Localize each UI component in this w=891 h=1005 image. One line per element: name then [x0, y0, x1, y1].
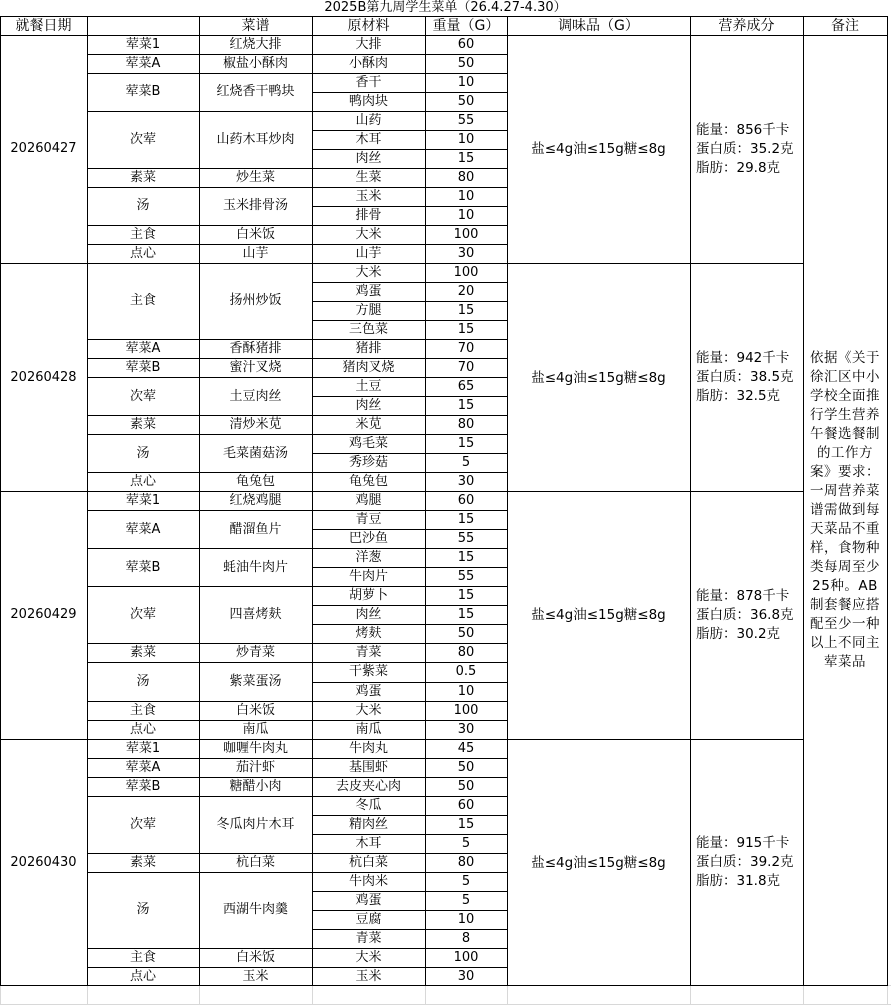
ingredient-cell[interactable]: 南瓜 [355, 721, 382, 737]
weight-cell[interactable]: 0.5 [455, 664, 477, 680]
category-cell[interactable]: 主食 [129, 226, 156, 242]
ingredient-cell[interactable]: 山芋 [355, 245, 382, 261]
dish-divider [87, 244, 508, 245]
ingredient-cell[interactable]: 干紫菜 [348, 664, 388, 680]
weight-cell[interactable]: 10 [457, 131, 475, 147]
dish-divider [87, 434, 508, 435]
ingredient-cell[interactable]: 鸭肉块 [348, 93, 388, 109]
ingredient-divider [312, 320, 508, 321]
ingredient-divider [312, 149, 508, 150]
category-cell[interactable]: 汤 [136, 445, 150, 461]
weight-cell[interactable]: 65 [457, 379, 475, 395]
weight-cell[interactable]: 100 [453, 226, 479, 242]
weight-cell[interactable]: 80 [457, 854, 475, 870]
ingredient-cell[interactable]: 冬瓜 [355, 797, 382, 813]
weight-cell[interactable]: 70 [457, 360, 475, 375]
nutrition-line: 蛋白质：35.2克 [696, 140, 794, 157]
nutrition-line: 能量：942千卡 [696, 350, 790, 367]
weight-cell[interactable]: 50 [457, 759, 475, 775]
weight-cell[interactable]: 15 [457, 512, 475, 528]
ingredient-cell[interactable]: 鸡蛋 [355, 283, 382, 299]
weight-cell[interactable]: 15 [457, 150, 475, 166]
category-cell[interactable]: 次荤 [129, 607, 156, 623]
ingredient-cell[interactable]: 大排 [355, 36, 382, 52]
ingredient-cell[interactable]: 生菜 [355, 169, 382, 185]
weight-cell[interactable]: 60 [457, 36, 475, 52]
column-border [887, 16, 888, 986]
weight-cell[interactable]: 15 [457, 550, 475, 566]
header-weight[interactable]: 重量（G） [432, 17, 500, 34]
weight-cell[interactable]: 30 [457, 968, 475, 984]
sheet-gridline [507, 985, 508, 1005]
column-border [803, 16, 804, 986]
weight-cell[interactable]: 50 [457, 778, 475, 794]
weight-cell[interactable]: 5 [461, 873, 471, 889]
dish-name-cell[interactable]: 蚝油牛肉片 [222, 559, 288, 575]
ingredient-cell[interactable]: 大米 [355, 264, 382, 280]
day-divider [0, 263, 804, 264]
ingredient-divider [312, 682, 508, 683]
ingredient-cell[interactable]: 精肉丝 [348, 816, 388, 832]
dish-divider [87, 358, 508, 359]
weight-cell[interactable]: 70 [457, 340, 475, 356]
ingredient-cell[interactable]: 肉丝 [355, 607, 382, 623]
category-cell[interactable]: 汤 [136, 198, 150, 214]
category-cell[interactable]: 荤菜1 [125, 740, 161, 756]
sheet-gridline [690, 985, 691, 1005]
ingredient-cell[interactable]: 肉丝 [355, 398, 382, 414]
dish-divider [87, 967, 508, 968]
ingredient-cell[interactable]: 土豆 [355, 379, 382, 395]
ingredient-divider [312, 929, 508, 930]
weight-cell[interactable]: 5 [461, 455, 471, 471]
weight-cell[interactable]: 45 [457, 740, 475, 756]
seasoning-cell[interactable]: 盐≤4g油≤15g糖≤8g [531, 854, 666, 871]
column-border [199, 16, 200, 986]
weight-cell[interactable]: 80 [457, 417, 475, 433]
ingredient-cell[interactable]: 玉米 [355, 188, 382, 204]
ingredient-divider [312, 206, 508, 207]
dish-name-cell[interactable]: 蜜汁叉烧 [229, 360, 282, 375]
dish-name-cell[interactable]: 龟兔包 [235, 474, 275, 490]
table-bottom-border [0, 985, 888, 986]
ingredient-cell[interactable]: 牛肉丸 [348, 740, 388, 756]
category-cell[interactable]: 荤菜B [125, 84, 161, 100]
dish-name-cell[interactable]: 糖醋小肉 [229, 778, 282, 794]
day-divider [0, 739, 804, 740]
dish-divider [87, 758, 508, 759]
ingredient-divider [312, 910, 508, 911]
column-border [507, 16, 508, 986]
ingredient-cell[interactable]: 木耳 [355, 835, 382, 851]
nutrition-line: 脂肪：30.2克 [696, 625, 781, 642]
ingredient-cell[interactable]: 青菜 [355, 930, 382, 946]
weight-cell[interactable]: 15 [457, 436, 475, 452]
weight-cell[interactable]: 10 [457, 911, 475, 927]
weight-cell[interactable]: 30 [457, 721, 475, 737]
ingredient-cell[interactable]: 方腿 [355, 302, 382, 318]
ingredient-cell[interactable]: 巴沙鱼 [348, 531, 388, 547]
ingredient-cell[interactable]: 青菜 [355, 645, 382, 661]
dish-name-cell[interactable]: 冬瓜肉片木耳 [216, 816, 295, 832]
dish-divider [87, 701, 508, 702]
ingredient-cell[interactable]: 大米 [355, 949, 382, 965]
weight-cell[interactable]: 60 [457, 493, 475, 509]
sheet-gridline [312, 985, 313, 1005]
ingredient-cell[interactable]: 鸡蛋 [355, 892, 382, 908]
nutrition-line: 蛋白质：36.8克 [696, 606, 794, 623]
ingredient-cell[interactable]: 牛肉片 [348, 569, 388, 585]
ingredient-cell[interactable]: 牛肉米 [348, 873, 388, 889]
category-cell[interactable]: 汤 [136, 902, 150, 918]
weight-cell[interactable]: 8 [461, 930, 471, 946]
category-cell[interactable]: 素菜 [129, 169, 156, 185]
weight-cell[interactable]: 15 [457, 321, 475, 337]
ingredient-cell[interactable]: 去皮夹心肉 [335, 778, 401, 794]
weight-cell[interactable]: 55 [457, 569, 475, 585]
column-border [425, 16, 426, 986]
ingredient-cell[interactable]: 杭白菜 [348, 854, 388, 870]
nutrition-line: 脂肪：29.8克 [696, 159, 781, 176]
seasoning-cell[interactable]: 盐≤4g油≤15g糖≤8g [531, 607, 666, 624]
dish-divider [87, 796, 508, 797]
sheet-gridline [803, 985, 804, 1005]
column-border [312, 16, 313, 986]
date-cell[interactable]: 20260429 [10, 607, 77, 623]
ingredient-divider [312, 130, 508, 131]
dish-name-cell[interactable]: 咖喱牛肉丸 [222, 740, 288, 756]
dish-divider [87, 339, 508, 340]
category-cell[interactable]: 主食 [129, 949, 156, 965]
ingredient-divider [312, 453, 508, 454]
ingredient-cell[interactable]: 胡萝卜 [348, 588, 388, 604]
ingredient-divider [312, 396, 508, 397]
nutrition-line: 脂肪：31.8克 [696, 873, 781, 890]
weight-cell[interactable]: 10 [457, 188, 475, 204]
ingredient-cell[interactable]: 肉丝 [355, 150, 382, 166]
weight-cell[interactable]: 50 [457, 93, 475, 109]
seasoning-cell[interactable]: 盐≤4g油≤15g糖≤8g [531, 141, 666, 158]
ingredient-cell[interactable]: 玉米 [355, 968, 382, 984]
day-divider [0, 491, 804, 492]
ingredient-cell[interactable]: 基围虾 [348, 759, 388, 775]
header-nutrition[interactable]: 营养成分 [718, 17, 775, 34]
ingredient-cell[interactable]: 猪排 [355, 340, 382, 356]
dish-divider [87, 872, 508, 873]
dish-name-cell[interactable]: 南瓜 [242, 721, 269, 737]
weight-cell[interactable]: 5 [461, 892, 471, 908]
weight-cell[interactable]: 60 [457, 797, 475, 813]
category-cell[interactable]: 荤菜A [125, 55, 161, 71]
ingredient-cell[interactable]: 大米 [355, 702, 382, 718]
weight-cell[interactable]: 15 [457, 607, 475, 623]
date-cell[interactable]: 20260430 [10, 854, 77, 870]
weight-cell[interactable]: 100 [453, 264, 479, 280]
category-cell[interactable]: 荤菜A [125, 340, 161, 356]
dish-name-cell[interactable]: 山药木耳炒肉 [216, 131, 295, 147]
ingredient-cell[interactable]: 三色菜 [348, 321, 388, 337]
dish-name-cell[interactable]: 山芋 [242, 245, 269, 261]
dish-divider [87, 111, 508, 112]
category-cell[interactable]: 荤菜A [125, 521, 161, 537]
nutrition-cell[interactable] [690, 263, 803, 491]
dish-divider [87, 948, 508, 949]
ingredient-divider [312, 624, 508, 625]
seasoning-cell[interactable]: 盐≤4g油≤15g糖≤8g [531, 369, 666, 386]
dish-divider [87, 225, 508, 226]
dish-name-cell[interactable]: 醋溜鱼片 [229, 521, 282, 537]
category-cell[interactable]: 荤菜B [125, 778, 161, 794]
nutrition-line: 能量：856千卡 [696, 121, 790, 138]
category-cell[interactable]: 主食 [129, 293, 156, 309]
weight-cell[interactable]: 15 [457, 588, 475, 604]
ingredient-divider [312, 529, 508, 530]
category-cell[interactable]: 荤菜B [125, 360, 161, 375]
category-cell[interactable]: 荤菜1 [125, 493, 161, 509]
dish-name-cell[interactable]: 白米饭 [235, 949, 275, 965]
dish-name-cell[interactable]: 西湖牛肉羹 [222, 902, 288, 918]
ingredient-cell[interactable]: 龟兔包 [348, 474, 388, 490]
weight-cell[interactable]: 20 [457, 283, 475, 299]
dish-divider [87, 510, 508, 511]
ingredient-cell[interactable]: 猪肉叉烧 [342, 360, 395, 375]
weight-cell[interactable]: 80 [457, 169, 475, 185]
ingredient-cell[interactable]: 山药 [355, 112, 382, 128]
sheet-gridline [887, 985, 888, 1005]
header-ingredient[interactable]: 原材料 [347, 17, 390, 34]
weight-cell[interactable]: 50 [457, 55, 475, 71]
category-cell[interactable]: 点心 [129, 245, 156, 261]
dish-name-cell[interactable]: 茄汁虾 [235, 759, 275, 775]
category-cell[interactable]: 主食 [129, 702, 156, 718]
weight-cell[interactable]: 50 [457, 626, 475, 642]
dish-divider [87, 548, 508, 549]
weight-cell[interactable]: 80 [457, 645, 475, 661]
nutrition-line: 蛋白质：38.5克 [696, 369, 794, 386]
dish-name-cell[interactable]: 玉米 [242, 968, 269, 984]
weight-cell[interactable]: 15 [457, 302, 475, 318]
category-cell[interactable]: 素菜 [129, 645, 156, 661]
header-seasoning[interactable]: 调味品（G） [558, 17, 639, 34]
sheet-title[interactable]: 2025B第九周学生菜单（26.4.27-4.30） [324, 0, 567, 15]
dish-divider [87, 54, 508, 55]
dish-divider [87, 415, 508, 416]
weight-cell[interactable]: 10 [457, 207, 475, 223]
ingredient-cell[interactable]: 米苋 [355, 417, 382, 433]
weight-cell[interactable]: 30 [457, 474, 475, 490]
weight-cell[interactable]: 100 [453, 702, 479, 718]
column-border [0, 16, 1, 986]
column-border [690, 16, 691, 986]
ingredient-divider [312, 891, 508, 892]
dish-divider [87, 777, 508, 778]
weight-cell[interactable]: 30 [457, 245, 475, 261]
weight-cell[interactable]: 10 [457, 683, 475, 699]
ingredient-cell[interactable]: 香干 [355, 74, 382, 90]
weight-cell[interactable]: 15 [457, 816, 475, 832]
dish-name-cell[interactable]: 白米饭 [235, 226, 275, 242]
dish-name-cell[interactable]: 毛菜菌菇汤 [222, 445, 288, 461]
category-cell[interactable]: 点心 [129, 968, 156, 984]
ingredient-divider [312, 567, 508, 568]
dish-name-cell[interactable]: 红烧鸡腿 [229, 493, 282, 509]
category-cell[interactable]: 次荤 [129, 388, 156, 404]
dish-name-cell[interactable]: 扬州炒饭 [229, 293, 282, 309]
dish-divider [87, 73, 508, 74]
column-border [87, 16, 88, 986]
nutrition-cell[interactable] [690, 492, 803, 739]
weight-cell[interactable]: 10 [457, 74, 475, 90]
category-cell[interactable]: 次荤 [129, 131, 156, 147]
category-cell[interactable]: 点心 [129, 474, 156, 490]
nutrition-cell[interactable] [690, 35, 803, 263]
dish-divider [87, 720, 508, 721]
dish-name-cell[interactable]: 炒生菜 [235, 169, 275, 185]
nutrition-line: 能量：915千卡 [696, 835, 790, 852]
ingredient-divider [312, 282, 508, 283]
header-dish[interactable]: 菜谱 [241, 17, 270, 34]
nutrition-cell[interactable] [690, 739, 803, 986]
category-cell[interactable]: 素菜 [129, 854, 156, 870]
dish-name-cell[interactable]: 炒青菜 [235, 645, 275, 661]
dish-divider [87, 586, 508, 587]
ingredient-cell[interactable]: 大米 [355, 226, 382, 242]
ingredient-cell[interactable]: 青豆 [355, 512, 382, 528]
ingredient-cell[interactable]: 鸡毛菜 [348, 436, 388, 452]
ingredient-divider [312, 834, 508, 835]
nutrition-line: 蛋白质：39.2克 [696, 854, 794, 871]
dish-name-cell[interactable]: 土豆肉丝 [229, 388, 282, 404]
category-cell[interactable]: 荤菜1 [125, 36, 161, 52]
category-cell[interactable]: 荤菜B [125, 559, 161, 575]
date-cell[interactable]: 20260427 [10, 141, 77, 157]
nutrition-line: 脂肪：32.5克 [696, 388, 781, 405]
weight-cell[interactable]: 100 [453, 949, 479, 965]
weight-cell[interactable]: 55 [457, 112, 475, 128]
category-cell[interactable]: 点心 [129, 721, 156, 737]
dish-name-cell[interactable]: 清炒米苋 [229, 417, 282, 433]
ingredient-divider [312, 815, 508, 816]
dish-divider [87, 168, 508, 169]
dish-name-cell[interactable]: 杭白菜 [235, 854, 275, 870]
dish-name-cell[interactable]: 紫菜蛋汤 [229, 674, 282, 689]
dish-name-cell[interactable]: 红烧香干鸭块 [216, 84, 295, 100]
header-top-border [0, 16, 888, 17]
weight-cell[interactable]: 15 [457, 398, 475, 414]
ingredient-cell[interactable]: 木耳 [355, 131, 382, 147]
dish-name-cell[interactable]: 白米饭 [235, 702, 275, 718]
ingredient-cell[interactable]: 鸡腿 [355, 493, 382, 509]
sheet-gridline [0, 985, 1, 1005]
ingredient-cell[interactable]: 排骨 [355, 207, 382, 223]
ingredient-divider [312, 605, 508, 606]
weight-cell[interactable]: 55 [457, 531, 475, 547]
sheet-gridline [425, 985, 426, 1005]
ingredient-cell[interactable]: 豆腐 [355, 911, 382, 927]
ingredient-divider [312, 92, 508, 93]
dish-name-cell[interactable]: 香酥猪排 [229, 340, 282, 356]
ingredient-cell[interactable]: 鸡蛋 [355, 683, 382, 699]
dish-divider [87, 853, 508, 854]
date-cell[interactable]: 20260428 [10, 369, 77, 385]
dish-divider [87, 187, 508, 188]
ingredient-cell[interactable]: 小酥肉 [348, 55, 388, 71]
header-note[interactable]: 备注 [831, 17, 859, 34]
dish-divider [87, 662, 508, 663]
category-cell[interactable]: 荤菜A [125, 759, 161, 775]
category-cell[interactable]: 素菜 [129, 417, 156, 433]
ingredient-divider [312, 301, 508, 302]
dish-name-cell[interactable]: 椒盐小酥肉 [222, 55, 288, 71]
sheet-gridline [87, 985, 88, 1005]
dish-divider [87, 643, 508, 644]
dish-name-cell[interactable]: 玉米排骨汤 [222, 198, 288, 214]
dish-divider [87, 377, 508, 378]
nutrition-line: 能量：878千卡 [696, 587, 790, 604]
header-category[interactable] [87, 16, 199, 35]
dish-name-cell[interactable]: 红烧大排 [229, 36, 282, 52]
ingredient-cell[interactable]: 烤麸 [355, 626, 382, 642]
header-date[interactable]: 就餐日期 [15, 17, 72, 34]
dish-name-cell[interactable]: 四喜烤麸 [229, 607, 282, 623]
note-cell[interactable]: 依据《关于徐汇区中小学校全面推行学生营养午餐选餐制的工作方案》要求：一周营养菜谱需做到每天菜品不重样，食物种类每周至少25种。AB制套餐应搭配至少一种以上不同主荤菜品 [810, 349, 880, 670]
category-cell[interactable]: 汤 [136, 674, 150, 689]
weight-cell[interactable]: 5 [461, 835, 471, 851]
ingredient-cell[interactable]: 秀珍菇 [348, 455, 388, 471]
sheet-gridline [199, 985, 200, 1005]
category-cell[interactable]: 次荤 [129, 816, 156, 832]
dish-divider [87, 472, 508, 473]
ingredient-cell[interactable]: 洋葱 [355, 550, 382, 566]
